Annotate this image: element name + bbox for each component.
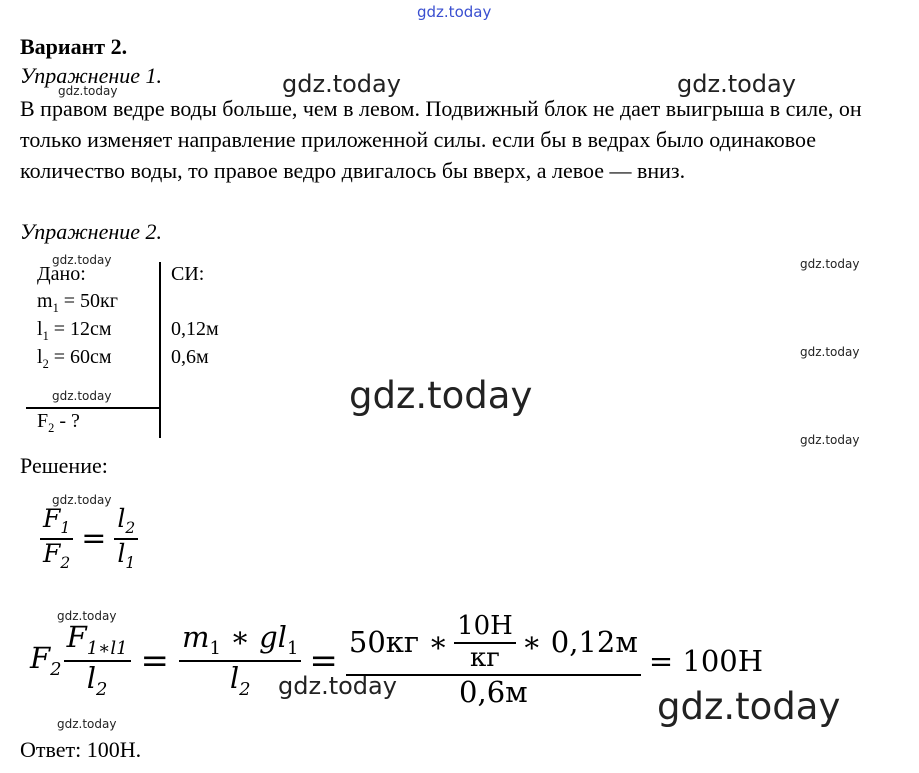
si-l2: 0,6м: [171, 346, 209, 368]
exercise1-text: В правом ведре воды больше, чем в левом. Подвижный блок не дает выигрыша в силе, он только изменяет направление приложенной силы. если бы в ведрах было одинаковое количество воды, то правое ведро двигалось бы вверх, а левое — вниз.: [20, 96, 862, 183]
given-m1: $m_1 = 50кг$: [37, 290, 118, 315]
watermark-large: gdz.today: [657, 685, 841, 728]
watermark: gdz.today: [800, 257, 860, 271]
watermark: gdz.today: [58, 84, 118, 98]
watermark: gdz.today: [52, 253, 112, 267]
find-f2: $F_2$ - ?: [37, 410, 80, 435]
exercise1-heading: Упражнение 1.: [20, 63, 163, 88]
given-l1: $l_1 = 12см$: [37, 318, 112, 343]
watermark: gdz.today: [52, 493, 112, 507]
given-find-divider: [26, 407, 160, 409]
watermark: gdz.today: [800, 345, 860, 359]
watermark: gdz.today: [282, 70, 401, 98]
solution-label: Решение:: [20, 453, 108, 478]
watermark: gdz.today: [278, 672, 397, 700]
equation-force: $F_2$ $\frac{F_{1∗l1}}{l_2}$ = $\frac{m_1 ∗ gl_1}{l_2}$ = 50кг ∗ $\frac{10Н}{кг}$ ∗ 0,12м 0,6м = 100Н: [30, 610, 764, 709]
given-l2: $l_2 = 60см$: [37, 346, 112, 371]
watermark-large: gdz.today: [349, 374, 533, 417]
watermark: gdz.today: [677, 70, 796, 98]
watermark: gdz.today: [52, 389, 112, 403]
variant-title: Вариант 2.: [20, 34, 128, 59]
given-label: Дано:: [37, 263, 86, 285]
watermark: gdz.today: [800, 433, 860, 447]
exercise2-heading: Упражнение 2.: [20, 219, 163, 244]
watermark-top: gdz.today: [417, 3, 492, 21]
answer: Ответ: 100Н.: [20, 737, 142, 762]
given-si-divider: [159, 262, 161, 438]
si-label: СИ:: [171, 263, 205, 285]
equation-ratio: $\frac{F_1}{F_2}$ = $\frac{l_2}{l_1}$: [40, 505, 138, 573]
watermark: gdz.today: [57, 609, 117, 623]
si-l1: 0,12м: [171, 318, 219, 340]
watermark: gdz.today: [57, 717, 117, 731]
